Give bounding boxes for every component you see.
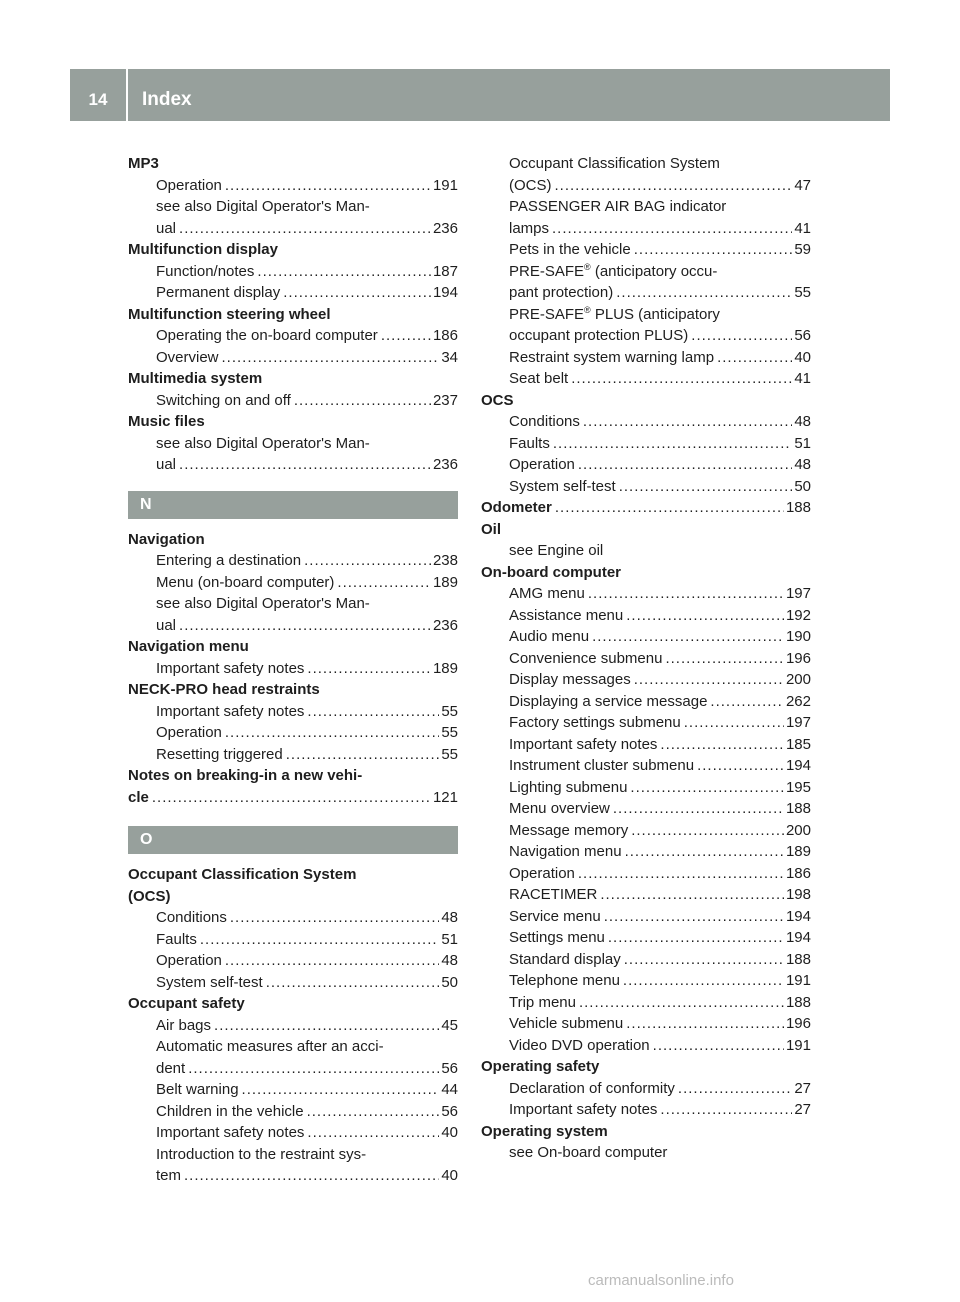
page-ref[interactable]: 185 [785, 735, 811, 753]
index-entry: Settings menu ..... 194 [481, 927, 811, 949]
index-heading: (OCS) [128, 887, 171, 905]
index-heading: Notes on breaking-in a new vehi- [128, 767, 363, 784]
index-heading: Multimedia system [128, 370, 263, 387]
index-entry: Operation ..... 48 [128, 950, 458, 972]
page-ref[interactable]: 189 [785, 843, 811, 860]
index-heading: Music files [128, 413, 205, 430]
index-entry: ual ..... 236 [128, 454, 458, 476]
index-entry: Navigation menu ..... 189 [481, 841, 811, 863]
index-entry: see On-board computer [509, 1144, 668, 1161]
onboard-computer-list [481, 583, 811, 1056]
page-ref[interactable]: 51 [794, 434, 811, 452]
index-heading: Multifunction display [128, 241, 278, 258]
page-ref[interactable]: 186 [432, 327, 458, 344]
page-header [70, 69, 890, 121]
page-ref[interactable]: 236 [432, 616, 458, 634]
page-ref[interactable]: 50 [794, 477, 811, 495]
page-ref[interactable]: 40 [441, 1167, 458, 1184]
index-entry: PASSENGER AIR BAG indicator [509, 198, 727, 215]
index-heading: On-board computer [481, 563, 622, 581]
index-entry: RACETIMER ..... 198 [481, 884, 811, 906]
page-ref[interactable]: 197 [785, 714, 811, 731]
index-entry: Operating the on-board computer ..... 186 [128, 325, 458, 347]
page-ref[interactable]: 190 [785, 628, 811, 645]
page-ref[interactable]: 56 [441, 1059, 458, 1077]
page-ref[interactable]: 186 [785, 864, 811, 882]
index-heading: Multifunction steering wheel [128, 305, 331, 323]
page-ref[interactable]: 200 [785, 671, 811, 688]
page-ref[interactable]: 196 [785, 1015, 811, 1032]
index-entry: Operation ..... 191 [128, 175, 458, 197]
index-entry: Pets in the vehicle ..... 59 [481, 239, 811, 261]
header-divider [126, 69, 128, 121]
page-ref[interactable]: 48 [441, 909, 458, 926]
index-entry: Vehicle submenu ..... 196 [481, 1013, 811, 1035]
index-entry: tem ..... 40 [128, 1165, 458, 1187]
page-ref[interactable]: 200 [785, 821, 811, 839]
index-entry: cle ..... 121 [128, 787, 458, 809]
page-ref[interactable]: 48 [441, 952, 458, 969]
section-title: Index [142, 89, 192, 110]
index-entry: Video DVD operation ..... 191 [481, 1035, 811, 1057]
page-ref[interactable]: 59 [794, 241, 811, 258]
page-ref[interactable]: 56 [441, 1102, 458, 1120]
page-ref[interactable]: 44 [441, 1081, 458, 1098]
index-entry: Telephone menu ..... 191 [481, 970, 811, 992]
index-entry: Seat belt ..... 41 [481, 368, 811, 390]
index-entry: (OCS) ..... 47 [481, 175, 811, 197]
index-entry: Message memory ..... 200 [481, 820, 811, 842]
index-entry: Audio menu ..... 190 [481, 626, 811, 648]
page-ref[interactable]: 189 [432, 659, 458, 677]
index-entry: Menu overview ..... 188 [481, 798, 811, 820]
index-entry: see also Digital Operator's Man- [156, 198, 370, 215]
index-entry: ual ..... 236 [128, 218, 458, 240]
index-entry: Display messages ..... 200 [481, 669, 811, 691]
page-ref[interactable]: 198 [785, 886, 811, 903]
index-entry: Standard display ..... 188 [481, 949, 811, 971]
index-entry: Introduction to the restraint sys- [156, 1145, 367, 1163]
index-entry: Important safety notes ..... 55 [128, 701, 458, 723]
index-heading: Navigation [128, 530, 205, 548]
page-ref[interactable]: 196 [785, 649, 811, 667]
index-heading: Operating safety [481, 1058, 600, 1075]
index-entry: pant protection) ..... 55 [481, 282, 811, 304]
index-entry: Convenience submenu ..... 196 [481, 648, 811, 670]
page-ref[interactable]: 51 [441, 930, 458, 948]
page-ref[interactable]: 40 [441, 1124, 458, 1141]
index-entry: dent ..... 56 [128, 1058, 458, 1080]
index-entry: Trip menu ..... 188 [481, 992, 811, 1014]
index-entry: see Engine oil [509, 542, 604, 559]
page-ref[interactable]: 56 [794, 327, 811, 344]
page-ref[interactable]: 189 [432, 573, 458, 591]
page-ref[interactable]: 194 [785, 929, 811, 946]
index-column-left [128, 153, 458, 1187]
page-ref[interactable]: 55 [794, 284, 811, 301]
page-ref[interactable]: 188 [785, 499, 811, 516]
page-ref[interactable]: 55 [441, 745, 458, 763]
page-ref[interactable]: 197 [785, 585, 811, 602]
index-entry: PRE-SAFE® (anticipatory occu- [509, 261, 718, 280]
page-ref[interactable]: 195 [785, 778, 811, 796]
page-ref[interactable]: 27 [794, 1079, 811, 1097]
index-entry: Overview ..... 34 [128, 347, 458, 369]
page-ref[interactable]: 47 [794, 176, 811, 194]
index-entry: Permanent display ..... 194 [128, 282, 458, 304]
index-entry: Menu (on-board computer) ..... 189 [128, 572, 458, 594]
index-entry: Odometer ..... 188 [481, 497, 811, 519]
page-ref[interactable]: 41 [794, 219, 811, 237]
index-entry: lamps ..... 41 [481, 218, 811, 240]
index-entry: Conditions ..... 48 [128, 907, 458, 929]
index-entry: Service menu ..... 194 [481, 906, 811, 928]
index-heading: OCS [481, 391, 514, 409]
registered-mark: ® [584, 304, 591, 315]
index-entry: Important safety notes ..... 185 [481, 734, 811, 756]
index-entry: Faults ..... 51 [481, 433, 811, 455]
registered-mark: ® [584, 261, 591, 272]
page-ref[interactable]: 48 [794, 413, 811, 430]
index-entry: occupant protection PLUS) ..... 56 [481, 325, 811, 347]
index-entry: Operation ..... 48 [481, 454, 811, 476]
page-ref[interactable]: 191 [785, 1036, 811, 1054]
page-ref[interactable]: 41 [794, 370, 811, 387]
index-entry: Belt warning ..... 44 [128, 1079, 458, 1101]
page-ref[interactable]: 194 [785, 757, 811, 774]
index-entry: Automatic measures after an acci- [156, 1038, 384, 1055]
index-heading: Occupant safety [128, 995, 245, 1012]
index-entry: System self-test ..... 50 [128, 972, 458, 994]
index-entry: Instrument cluster submenu ..... 194 [481, 755, 811, 777]
page-ref[interactable]: 45 [441, 1016, 458, 1034]
index-entry: Operation ..... 55 [128, 722, 458, 744]
index-entry: Important safety notes ..... 40 [128, 1122, 458, 1144]
index-entry: System self-test ..... 50 [481, 476, 811, 498]
index-entry: AMG menu ..... 197 [481, 583, 811, 605]
letter-section-o: O [128, 826, 458, 854]
index-entry: Displaying a service message ..... 262 [481, 691, 811, 713]
page-ref[interactable]: 192 [785, 606, 811, 624]
index-entry: Children in the vehicle ..... 56 [128, 1101, 458, 1123]
index-entry: Restraint system warning lamp ..... 40 [481, 347, 811, 369]
index-entry: Operation ..... 186 [481, 863, 811, 885]
page-ref[interactable]: 194 [785, 907, 811, 925]
index-entry: Declaration of conformity ..... 27 [481, 1078, 811, 1100]
page-ref[interactable]: 191 [432, 176, 458, 194]
page-ref[interactable]: 191 [785, 972, 811, 989]
index-heading: MP3 [128, 155, 159, 172]
index-entry: Important safety notes ..... 27 [481, 1099, 811, 1121]
page-ref[interactable]: 55 [441, 724, 458, 741]
page-ref[interactable]: 40 [794, 348, 811, 366]
page-ref[interactable]: 27 [794, 1101, 811, 1118]
index-entry: Switching on and off ..... 237 [128, 390, 458, 412]
page-ref[interactable]: 236 [432, 456, 458, 473]
index-heading: Navigation menu [128, 638, 249, 655]
index-heading: Occupant Classification System [128, 866, 357, 883]
page-ref[interactable]: 34 [441, 348, 458, 366]
page-ref[interactable]: 194 [432, 284, 458, 301]
index-entry: Factory settings submenu ..... 197 [481, 712, 811, 734]
page-number: 14 [88, 90, 108, 109]
index-entry: Lighting submenu ..... 195 [481, 777, 811, 799]
index-heading: Oil [481, 520, 502, 538]
index-entry: ual ..... 236 [128, 615, 458, 637]
letter-section-n: N [128, 491, 458, 519]
index-column-right [481, 153, 811, 1164]
watermark: carmanualsonline.info [588, 1272, 734, 1289]
page-ref[interactable]: 236 [432, 219, 458, 237]
index-entry: Conditions ..... 48 [481, 411, 811, 433]
page-ref[interactable]: 55 [441, 702, 458, 720]
page-ref[interactable]: 188 [785, 950, 811, 968]
page-ref[interactable]: 121 [432, 788, 458, 806]
index-entry: Resetting triggered ..... 55 [128, 744, 458, 766]
index-entry: Occupant Classification System [509, 155, 720, 172]
index-entry: see also Digital Operator's Man- [156, 595, 370, 612]
page-ref[interactable]: 188 [785, 800, 811, 817]
index-entry: Function/notes ..... 187 [128, 261, 458, 283]
index-entry: PRE-SAFE® PLUS (anticipatory [509, 304, 720, 323]
index-entry: Entering a destination ..... 238 [128, 550, 458, 572]
page-ref[interactable]: 187 [432, 262, 458, 280]
page-ref[interactable]: 238 [432, 552, 458, 569]
index-entry: Important safety notes ..... 189 [128, 658, 458, 680]
index-entry: Assistance menu ..... 192 [481, 605, 811, 627]
page-ref[interactable]: 48 [794, 456, 811, 473]
index-entry: Faults ..... 51 [128, 929, 458, 951]
index-heading: NECK-PRO head restraints [128, 681, 320, 698]
index-heading: Operating system [481, 1122, 608, 1140]
index-entry: see also Digital Operator's Man- [156, 434, 370, 452]
page-ref[interactable]: 237 [432, 391, 458, 409]
page-ref[interactable]: 50 [441, 973, 458, 991]
index-entry: Air bags ..... 45 [128, 1015, 458, 1037]
page-ref[interactable]: 262 [785, 692, 811, 710]
page-ref[interactable]: 188 [785, 993, 811, 1011]
